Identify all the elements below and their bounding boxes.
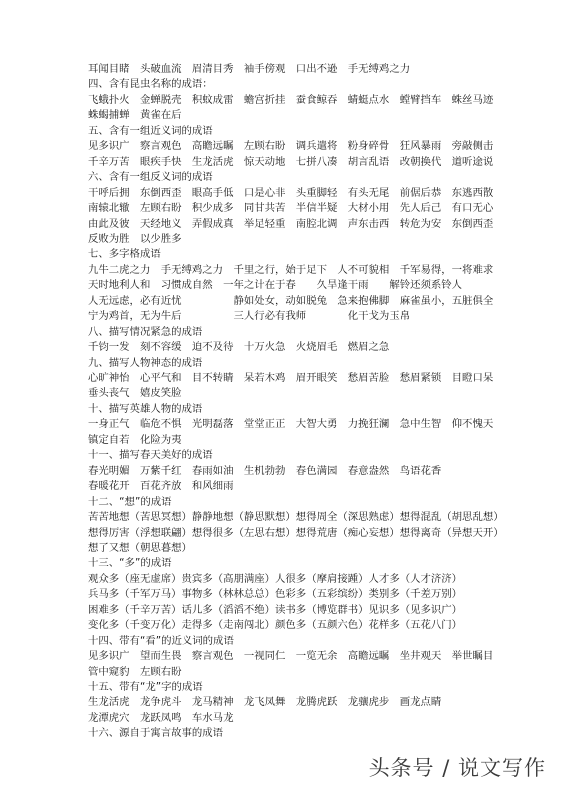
idiom-line: 兵马多（千军万马）事物多（林林总总）色彩多（五彩缤纷）类别多（千差万别） <box>88 588 463 601</box>
idiom-line: 干呼后拥 东倒西歪 眼高手低 口是心非 头重脚轻 有头无尾 前倨后恭 东逃西散 <box>88 186 494 199</box>
idiom-line: 宁为鸡首，无为牛后 三人行必有我师 化干戈为玉帛 <box>88 310 411 323</box>
idiom-line: 垂头丧气 嬉皮笑脸 <box>88 387 182 400</box>
idiom-line: 生龙活虎 龙争虎斗 龙马精神 龙飞凤舞 龙腾虎跃 龙骧虎步 画龙点睛 <box>88 696 442 709</box>
section-heading: 七、多字格成语 <box>88 248 161 261</box>
idiom-line: 困难多（千辛万苦）话儿多（滔滔不绝）读书多（博览群书）见识多（见多识广） <box>88 603 463 616</box>
idiom-line: 千辛万苦 眼疾手快 生龙活虎 惊天动地 七拼八凑 胡言乱语 改朝换代 道听途说 <box>88 155 494 168</box>
idiom-line: 耳闻目睹 头破血流 眉清目秀 袖手傍观 口出不逊 手无缚鸡之力 <box>88 63 411 75</box>
idiom-line: 天时地利人和 习惯成自然 一年之计在于春 久旱逢干雨 解铃还须系铃人 <box>88 279 463 292</box>
idiom-line: 镇定自若 化险为夷 <box>88 433 182 446</box>
idiom-line: 苦苦地想（苦思冥想）静静地想（静思默想）想得周全（深思熟虑）想得混乱（胡思乱想） <box>88 511 504 524</box>
watermark: 头条号 / 说文写作 <box>368 756 546 780</box>
idiom-line: 九牛二虎之力 手无缚鸡之力 千里之行，始于足下 人不可貌相 千军易得，一将难求 <box>88 263 494 276</box>
section-heading: 十四、带有“看”的近义词的成语 <box>88 634 234 647</box>
section-heading: 十、描写英雄人物的成语 <box>88 402 203 415</box>
idiom-line: 春光明媚 万紫千红 春雨如油 生机勃勃 春色满园 春意盎然 鸟语花香 <box>88 464 442 477</box>
idiom-line: 管中窥豹 左顾右盼 <box>88 665 182 678</box>
idiom-line: 想了又想（朝思暮想） <box>88 541 192 554</box>
idiom-line: 千钧一发 刻不容缓 迫不及待 十万火急 火烧眉毛 燃眉之急 <box>88 341 390 354</box>
section-heading: 四、含有昆虫名称的成语： <box>88 78 213 91</box>
idiom-line: 南辕北辙 左顾右盼 积少成多 同甘共苦 半信半疑 大材小用 先人后己 有口无心 <box>88 202 494 215</box>
idiom-line: 一身正气 临危不惧 光明磊落 堂堂正正 大智大勇 力挽狂澜 急中生智 仰不愧天 <box>88 418 494 431</box>
idiom-line: 见多识广 察言观色 高瞻远瞩 左顾右盼 调兵遣将 粉身碎骨 狂风暴雨 旁敲侧击 <box>88 140 494 153</box>
section-heading: 五、含有一组近义词的成语 <box>88 124 213 137</box>
idiom-line: 变化多（千变万化）走得多（走南闯北）颜色多（五颜六色）花样多（五花八门） <box>88 619 463 632</box>
section-heading: 十三、“多”的成语 <box>88 557 172 570</box>
section-heading: 九、描写人物神态的成语 <box>88 356 203 369</box>
idiom-line: 人无远虑，必有近忧 静如处女，动如脱兔 急来抱佛脚 麻雀虽小，五脏俱全 <box>88 294 494 307</box>
section-heading: 八、描写情况紧急的成语 <box>88 325 203 338</box>
idiom-line: 由此及彼 天经地义 弄假成真 举足轻重 南腔北调 声东击西 转危为安 东倒西歪 <box>88 217 494 230</box>
idiom-line: 蛛蝎捕蝉 黄雀在后 <box>88 109 182 122</box>
idiom-line: 飞蛾扑火 金蝉脱壳 积蚊成雷 蟾宫折挂 蚕食鲸吞 蜻蜓点水 螳臂挡车 蛛丝马迹 <box>88 93 494 106</box>
idiom-line: 见多识广 望而生畏 察言观色 一视同仁 一览无余 高瞻远瞩 坐井观天 举世瞩目 <box>88 650 494 663</box>
section-heading: 十六、源自于寓言故事的成语 <box>88 727 224 740</box>
section-heading: 十五、带有“龙”字的成语 <box>88 681 203 693</box>
idiom-line: 龙潭虎穴 龙跃凤鸣 车水马龙 <box>88 711 234 724</box>
idiom-line: 观众多（座无虚席）贵宾多（高朋满座）人很多（摩肩接踵）人才多（人才济济） <box>88 572 463 585</box>
idiom-line: 想得厉害（浮想联翩）想得很多（左思右想）想得荒唐（痴心妄想）想得离奇（异想天开） <box>88 526 504 539</box>
idiom-line: 心旷神怡 心平气和 目不转睛 呆若木鸡 眉开眼笑 愁眉苦脸 愁眉紧锁 目瞪口呆 <box>88 372 494 384</box>
section-heading: 六、含有一组反义词的成语 <box>88 171 213 184</box>
section-heading: 十二、“想”的成语 <box>88 495 172 508</box>
idiom-line: 反败为胜 以少胜多 <box>88 232 182 245</box>
idiom-line: 春暖花开 百花齐放 和风细雨 <box>88 480 234 493</box>
section-heading: 十一、描写春天美好的成语 <box>88 449 213 462</box>
